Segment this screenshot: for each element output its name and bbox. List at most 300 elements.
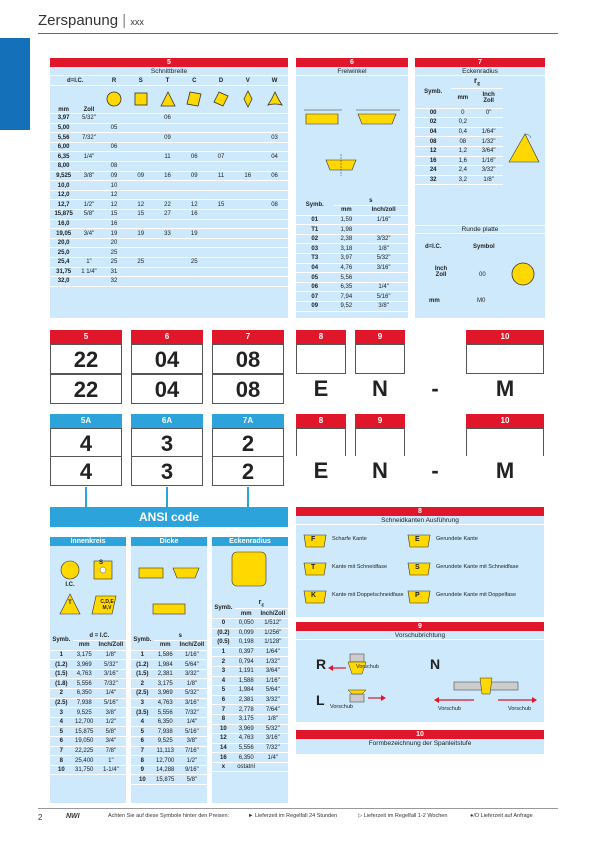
table-cell: [261, 238, 288, 248]
table-cell: [261, 123, 288, 133]
table-cell: 11: [208, 171, 235, 181]
table-cell: 04: [415, 127, 451, 137]
table-cell: 04: [261, 152, 288, 162]
footer-rule: [38, 808, 558, 809]
table-cell: 1/16": [258, 676, 288, 686]
table-cell: 12,700: [73, 717, 96, 727]
table-cell: [181, 267, 208, 277]
table-cell: [127, 238, 154, 248]
table-cell: [234, 181, 261, 191]
table-row: [131, 669, 207, 679]
table-row: [50, 765, 126, 775]
table-row: [415, 127, 503, 137]
table-cell: 31: [101, 267, 128, 277]
table-cell: 15: [127, 210, 154, 220]
table-cell: 1/16": [359, 215, 408, 225]
table-cell: 02: [415, 118, 451, 128]
table-cell: 5: [50, 727, 73, 737]
table-cell: 8: [50, 756, 73, 766]
table-cell: 5,556: [235, 743, 258, 753]
table-cell: [208, 162, 235, 172]
table-row: [131, 650, 207, 660]
table-cell: 06: [101, 142, 128, 152]
table-cell: 19: [101, 229, 128, 239]
table-cell: 1/64": [474, 127, 503, 137]
table-cell: [127, 114, 154, 124]
left-hand-label: L: [316, 692, 325, 708]
table-row: [212, 618, 288, 628]
table-cell: 1: [212, 647, 235, 657]
table-cell: 32: [415, 175, 451, 185]
table-cell: 9,525: [154, 737, 177, 747]
table-cell: 1/4": [258, 753, 288, 763]
table-cell: 2,381: [235, 695, 258, 705]
table-row: [415, 108, 503, 118]
table-row: [50, 717, 126, 727]
connector: [247, 487, 249, 507]
trigon-insert-icon: [266, 90, 284, 108]
table-cell: [181, 142, 208, 152]
table-cell: [261, 219, 288, 229]
table-cell: [208, 190, 235, 200]
table-row: [212, 638, 288, 648]
table-cell: 7,938: [154, 727, 177, 737]
table-cell: [234, 258, 261, 268]
ansi-code-banner: ANSI code: [50, 507, 288, 527]
table-cell: [181, 162, 208, 172]
table-cell: [261, 190, 288, 200]
table-cell: 7/64": [258, 705, 288, 715]
table-cell: [261, 258, 288, 268]
table-cell: 4,763: [235, 734, 258, 744]
table-cell: 6: [50, 737, 73, 747]
panel-10-formbezeichnung: 10 Formbezeichnung der Spanleitstufe: [296, 730, 544, 754]
table-cell: 25,0: [50, 248, 77, 258]
table-cell: 12,0: [50, 190, 77, 200]
table-row: [50, 708, 126, 718]
table-row: [50, 689, 126, 699]
ecken-table: Symb. $r_\varepsilon$ mm Inch/Zoll 0 0,050 1/512" (0.2) 0,099 1/256" (0.5) 0,198 1/128" 1 0,397 1/64" 2 0,794 1/32" 3 1,191 3/64" 4 1,588 1/16" 5 1,984 5/64" 6 2,381 3/32" 7 2,778 7/64" 8 3,175 1/8" 10 3,969 5/32" 12 4,763 3/16" 14 5,556 7/32" 16 6,350 1/4" x ostatní: [212, 599, 288, 772]
table-cell: [77, 190, 100, 200]
table-cell: 5,556: [73, 679, 96, 689]
table-cell: 5/64": [258, 686, 288, 696]
table-cell: 03: [261, 133, 288, 143]
table-cell: 6,350: [73, 689, 96, 699]
edge-prep-code: T: [311, 564, 316, 571]
table-cell: [208, 142, 235, 152]
table-cell: 31,750: [73, 765, 96, 775]
table-cell: 6: [212, 695, 235, 705]
table-cell: 5,56: [50, 133, 77, 143]
table-cell: 25,400: [73, 756, 96, 766]
table-row: [212, 743, 288, 753]
table-cell: [261, 210, 288, 220]
table-row: [50, 142, 288, 152]
table-cell: 11,113: [154, 746, 177, 756]
edge-prep-code: S: [415, 564, 420, 571]
rhombus-55-insert-icon: [212, 90, 230, 108]
table-cell: 12: [181, 200, 208, 210]
table-cell: 4: [131, 717, 154, 727]
table-row: [50, 210, 288, 220]
edge-prep-item: [406, 589, 517, 610]
table-cell: [154, 123, 181, 133]
table-cell: (1.5): [50, 669, 73, 679]
table-cell: [234, 190, 261, 200]
table-row: [50, 267, 288, 277]
table-cell: [154, 190, 181, 200]
table-cell: [127, 190, 154, 200]
table-cell: 4: [212, 676, 235, 686]
panel-7-table: Symb. $r_\varepsilon$ mm Inch Zoll 00 0 0" 02 0,2 04 0,4 1/64" 08 08 1/32" 12 1,2 3/64" 16 1,6 1/16" 24 2,4 3/32" 32 3,2 1/8": [415, 76, 503, 185]
table-row: [50, 219, 288, 229]
corner-radius-square-icon: [212, 546, 288, 594]
table-cell: 1/4": [96, 689, 126, 699]
connector: [85, 487, 87, 507]
table-cell: 9,525: [50, 171, 77, 181]
table-cell: [208, 114, 235, 124]
table-cell: 12: [101, 200, 128, 210]
table-cell: 15: [101, 210, 128, 220]
table-cell: 3: [212, 666, 235, 676]
table-cell: [127, 277, 154, 287]
table-cell: [154, 238, 181, 248]
panel-8-schneidkanten: 8 Schneidkanten Ausführung F Scharfe Kante E Gerundete Kante T Kante mit Schneidfase S Gerundete Kante mit Schneidfase K Kante mit Doppelschneidfase P Gerundete Kante mit Doppelfase: [296, 507, 544, 617]
table-cell: [208, 210, 235, 220]
table-row: [212, 657, 288, 667]
table-cell: (0.2): [212, 628, 235, 638]
table-cell: 12: [212, 734, 235, 744]
table-cell: 16: [415, 156, 451, 166]
table-cell: 08: [451, 137, 474, 147]
table-cell: 3,18: [334, 244, 360, 254]
table-cell: 5/32": [96, 660, 126, 670]
table-cell: [261, 162, 288, 172]
table-cell: 1/4": [177, 717, 207, 727]
table-cell: 1/8": [258, 714, 288, 724]
table-cell: 0,4: [451, 127, 474, 137]
table-cell: 12: [415, 146, 451, 156]
table-row: [131, 717, 207, 727]
table-cell: 08: [261, 200, 288, 210]
table-cell: 0,198: [235, 638, 258, 648]
table-cell: 04: [296, 263, 334, 273]
table-cell: [127, 181, 154, 191]
table-cell: 16: [234, 171, 261, 181]
runde-platte-label: Runde platte: [415, 225, 545, 234]
panel-5-number: 5: [50, 58, 288, 67]
table-row: [50, 277, 288, 287]
panel-5-schnittbreite: [50, 58, 288, 318]
header-rule: [38, 33, 558, 34]
table-cell: 7/8": [96, 746, 126, 756]
table-cell: 5/32": [359, 254, 408, 264]
table-row: [50, 650, 126, 660]
table-cell: [154, 219, 181, 229]
table-row: [415, 137, 503, 147]
table-cell: [181, 190, 208, 200]
table-cell: 1,586: [154, 650, 177, 660]
table-cell: [261, 142, 288, 152]
table-cell: 12,700: [154, 756, 177, 766]
table-cell: [261, 277, 288, 287]
table-cell: 3: [50, 708, 73, 718]
table-cell: 5/64": [177, 660, 207, 670]
table-row: [212, 734, 288, 744]
table-cell: 6,350: [235, 753, 258, 763]
table-cell: 4,763: [73, 669, 96, 679]
round-insert-icon: [105, 90, 123, 108]
table-cell: [359, 225, 408, 235]
table-cell: 1/256": [258, 628, 288, 638]
table-cell: 2,778: [235, 705, 258, 715]
table-row: [131, 765, 207, 775]
table-cell: 12,7: [50, 200, 77, 210]
table-cell: 3/16": [359, 263, 408, 273]
table-cell: 14: [212, 743, 235, 753]
table-cell: 8: [212, 714, 235, 724]
table-cell: 06: [296, 282, 334, 292]
table-cell: 3,175: [154, 679, 177, 689]
table-cell: [77, 248, 100, 258]
table-cell: 2: [131, 679, 154, 689]
table-row: [50, 669, 126, 679]
table-cell: [261, 229, 288, 239]
table-cell: 3/4": [77, 229, 100, 239]
table-cell: 1,6: [451, 156, 474, 166]
table-cell: 1/2": [177, 756, 207, 766]
table-row: [50, 679, 126, 689]
table-cell: [208, 219, 235, 229]
table-cell: 16: [212, 753, 235, 763]
table-cell: 15,875: [50, 210, 77, 220]
table-cell: [154, 248, 181, 258]
table-cell: 0,050: [235, 618, 258, 628]
table-cell: 00: [415, 108, 451, 118]
table-cell: [261, 181, 288, 191]
table-cell: 20,0: [50, 238, 77, 248]
table-cell: 2,38: [334, 234, 360, 244]
table-cell: 1,98: [334, 225, 360, 235]
table-cell: 16: [101, 219, 128, 229]
table-cell: 24: [415, 166, 451, 176]
edge-prep-code: P: [415, 592, 420, 599]
table-cell: 16: [154, 171, 181, 181]
table-cell: 7: [131, 746, 154, 756]
right-hand-label: R: [316, 656, 327, 672]
thickness-diagrams: [131, 546, 207, 626]
table-cell: 10,0: [50, 181, 77, 191]
table-cell: (2.5): [131, 689, 154, 699]
feed-direction-neutral-diagram: [434, 672, 538, 708]
round-insert-icon: [509, 260, 537, 288]
table-cell: 5,56: [334, 273, 360, 283]
table-cell: 1: [50, 650, 73, 660]
table-cell: [208, 181, 235, 191]
table-cell: 19: [127, 229, 154, 239]
table-row: [212, 714, 288, 724]
table-cell: 09: [101, 171, 128, 181]
table-row: [131, 775, 207, 785]
table-cell: [261, 267, 288, 277]
corner-radius-triangle-icon: [503, 128, 543, 168]
edge-prep-code: K: [311, 592, 317, 599]
table-cell: [154, 142, 181, 152]
edge-prep-item: [302, 533, 367, 554]
table-cell: 11: [154, 152, 181, 162]
table-row: [296, 234, 408, 244]
table-cell: 09: [181, 171, 208, 181]
table-cell: 5/16": [96, 698, 126, 708]
table-cell: 20: [101, 238, 128, 248]
table-cell: [261, 114, 288, 124]
table-cell: [77, 181, 100, 191]
table-cell: [127, 142, 154, 152]
table-cell: 1,984: [235, 686, 258, 696]
table-cell: 3/16": [96, 669, 126, 679]
table-cell: 08: [415, 137, 451, 147]
table-row: [50, 123, 288, 133]
table-cell: 27: [154, 210, 181, 220]
table-cell: 1/16": [177, 650, 207, 660]
table-cell: 1: [131, 650, 154, 660]
table-row: [50, 258, 288, 268]
brand-logo: NWI: [66, 813, 80, 820]
triangle-insert-icon: [159, 90, 177, 108]
dicke-table: Symb. s mm Inch/Zoll 1 1,586 1/16" (1.2) 1,984 5/64" (1.5) 2,381 3/32" 2 3,175 1/8" (2.5) 3,969 5/32" 3 4,763 3/16" (3.5) 5,556 7/32" 4 6,350 1/4" 5 7,938 5/16" 6 9,525 3/8" 7 11,113 7/16" 8 12,700 1/2" 9 14,288 9/16" 10 15,875 5/8": [131, 631, 207, 785]
table-row: [415, 166, 503, 176]
shape-icons-row: mm Zoll: [50, 86, 288, 114]
table-cell: 5/32": [258, 724, 288, 734]
table-cell: 1/2": [96, 717, 126, 727]
table-cell: 3/8": [77, 171, 100, 181]
table-row: [296, 302, 408, 312]
table-cell: [234, 152, 261, 162]
table-cell: [77, 238, 100, 248]
table-cell: 19: [181, 229, 208, 239]
table-cell: [234, 238, 261, 248]
clearance-angle-diagrams: [296, 76, 408, 191]
table-cell: 25: [101, 258, 128, 268]
table-row: [296, 244, 408, 254]
table-cell: [181, 238, 208, 248]
table-row: [212, 753, 288, 763]
connector: [166, 487, 168, 507]
table-cell: 22: [154, 200, 181, 210]
table-cell: 7,938: [73, 698, 96, 708]
table-cell: 0,099: [235, 628, 258, 638]
table-cell: 2: [50, 689, 73, 699]
table-row: [296, 273, 408, 283]
table-cell: 1": [77, 258, 100, 268]
table-cell: [208, 123, 235, 133]
table-cell: 08: [101, 162, 128, 172]
table-cell: 3: [131, 698, 154, 708]
table-cell: 5/8": [96, 727, 126, 737]
table-cell: 12: [101, 190, 128, 200]
table-cell: 10: [50, 765, 73, 775]
table-row: [212, 676, 288, 686]
table-cell: 05: [101, 123, 128, 133]
edge-prep-code: F: [311, 536, 316, 543]
table-cell: 02: [296, 234, 334, 244]
table-cell: 5/8": [77, 210, 100, 220]
table-cell: 10: [131, 775, 154, 785]
edge-prep-item: [406, 561, 519, 582]
table-cell: [101, 114, 128, 124]
table-cell: [234, 277, 261, 287]
table-cell: 3,97: [334, 254, 360, 264]
table-cell: [208, 133, 235, 143]
table-cell: [154, 277, 181, 287]
table-cell: 33: [154, 229, 181, 239]
table-cell: 7/32": [96, 679, 126, 689]
table-cell: 9: [131, 765, 154, 775]
table-cell: 14,288: [154, 765, 177, 775]
table-cell: [234, 248, 261, 258]
table-row: [50, 133, 288, 143]
table-cell: 3,175: [73, 650, 96, 660]
table-cell: [154, 258, 181, 268]
table-cell: 2,381: [154, 669, 177, 679]
table-cell: 1/16": [474, 156, 503, 166]
table-row: [50, 229, 288, 239]
table-cell: 16: [181, 210, 208, 220]
table-row: [50, 200, 288, 210]
table-cell: 25,4: [50, 258, 77, 268]
table-cell: 3/32": [359, 234, 408, 244]
table-cell: [261, 248, 288, 258]
table-cell: 7/16": [177, 746, 207, 756]
table-cell: [181, 219, 208, 229]
table-row: [212, 628, 288, 638]
table-cell: T1: [296, 225, 334, 235]
table-cell: [77, 123, 100, 133]
table-cell: 1/32": [474, 137, 503, 147]
table-cell: 05: [296, 273, 334, 283]
neutral-label: N: [430, 656, 441, 672]
table-cell: 15,875: [154, 775, 177, 785]
table-row: [415, 175, 503, 185]
table-cell: 1/128": [258, 638, 288, 648]
table-row: [212, 705, 288, 715]
table-cell: [234, 210, 261, 220]
table-cell: 3,97: [50, 114, 77, 124]
table-cell: 06: [154, 114, 181, 124]
table-row: [296, 215, 408, 225]
table-cell: 16,0: [50, 219, 77, 229]
table-cell: 19,050: [73, 737, 96, 747]
table-cell: [127, 162, 154, 172]
table-row: [50, 171, 288, 181]
table-cell: 5: [131, 727, 154, 737]
table-cell: 1,2: [451, 146, 474, 156]
table-cell: 22,225: [73, 746, 96, 756]
table-cell: 3/32": [258, 695, 288, 705]
table-cell: 7/32": [177, 708, 207, 718]
table-cell: 5: [212, 686, 235, 696]
table-row: [296, 292, 408, 302]
table-cell: 3/64": [474, 146, 503, 156]
table-row: [212, 666, 288, 676]
table-row: [50, 698, 126, 708]
panel-7-eckenradius: 7 Eckenradius Symb. $r_\varepsilon$ mm Inch Zoll 00 0 0" 02 0,2 04 0,4 1/64" 08 08 1/32" 12 1,2 3/64" 16 1,6 1/16" 24 2,4 3/32" 32 3,2 1/8" Runde platte d=I.C. Symbol Inch Zoll 00 mm M0: [415, 58, 545, 318]
table-cell: [127, 152, 154, 162]
table-cell: 7: [212, 705, 235, 715]
table-cell: [127, 267, 154, 277]
table-cell: 32: [101, 277, 128, 287]
table-cell: 07: [208, 152, 235, 162]
